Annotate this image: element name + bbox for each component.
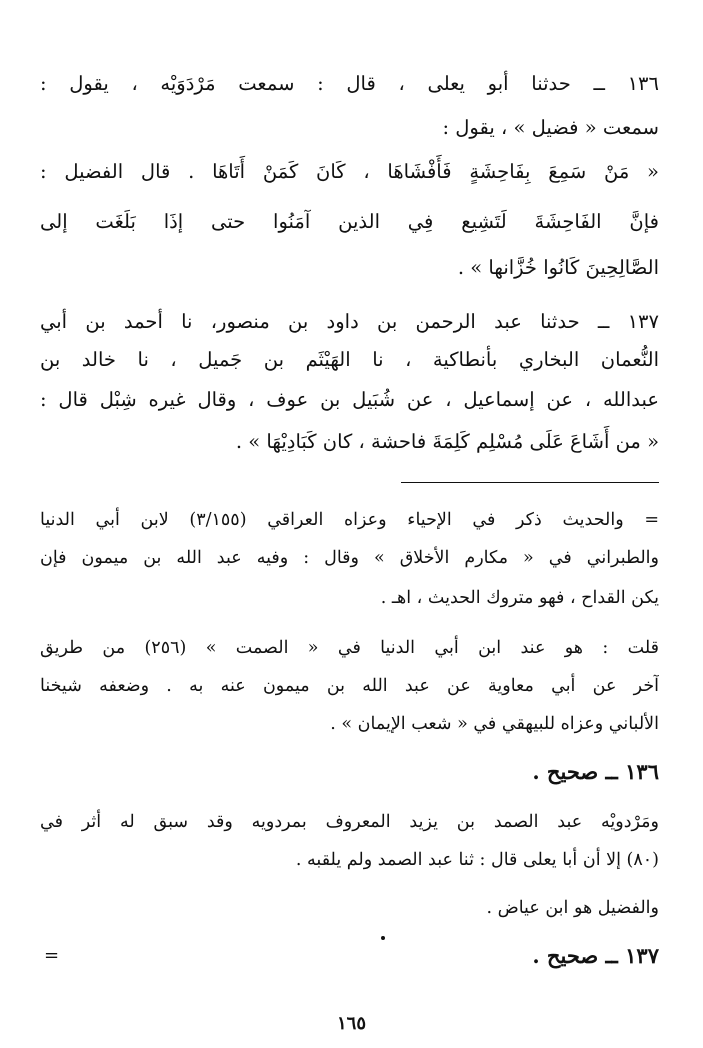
hadith-136-line-4: فإنَّ الفَاحِشَةَ لَتَشِيع فِي الذين آمَنُوا حتى إذَا بَلَغَت إلى: [40, 210, 659, 233]
grade-137-heading: ١٣٧ ــ صحيح .: [532, 943, 659, 968]
continues-mark: =: [44, 945, 60, 966]
hadith-137-line-3: عبدالله ، عن إسماعيل ، عن شُبَيل بن عوف ، وقال غيره شِبْل قال :: [40, 388, 659, 411]
hadith-136-line-2: سمعت « فضيل » ، يقول :: [442, 116, 659, 139]
page-number: ١٦٥: [336, 1013, 366, 1034]
footnote-continuation-line-2: والطبراني في « مكارم الأخلاق » وقال : وفيه عبد الله بن ميمون فإن: [40, 548, 659, 568]
hadith-137-line-2: النُّعمان البخاري بأنطاكية ، نا الهَيْثَم بن جَميل ، نا خالد بن: [40, 348, 659, 371]
hadith-136-line-1: ١٣٦ ــ حدثنا أبو يعلى ، قال : سمعت مَرْدَوَيْه ، يقول :: [40, 72, 659, 95]
footnote-continuation-line-3: يكن القداح ، فهو متروك الحديث ، اهـ .: [380, 588, 659, 608]
hadith-137-line-4: « من أَشَاعَ عَلَى مُسْلِم كَلِمَةَ فاحشة ، كان كَبَادِيْهَا » .: [235, 430, 659, 453]
footnote-fudayl-line: والفضيل هو ابن عياض .: [486, 898, 659, 918]
footnote-qult-line-3: الألباني وعزاه للبيهقي في « شعب الإيمان » .: [330, 714, 659, 734]
footnote-mardawayh-line-1: ومَرْدويْه عبد الصمد بن يزيد المعروف بمردويه وقد سبق له أثر في: [40, 812, 659, 832]
footnote-divider: [401, 482, 659, 483]
footnote-qult-line-2: آخر عن أبي معاوية عن عبد الله بن ميمون عنه به . وضعفه شيخنا: [40, 676, 659, 696]
footnote-mardawayh-line-2: (٨٠) إلا أن أبا يعلى قال : ثنا عبد الصمد ولم يلقبه .: [295, 850, 659, 870]
grade-136-heading: ١٣٦ ــ صحيح .: [532, 759, 659, 784]
footnote-qult-line-1: قلت : هو عند ابن أبي الدنيا في « الصمت » (٢٥٦) من طريق: [40, 638, 659, 658]
hadith-136-line-5: الصَّالِحِينَ كَانُوا خُزَّانها » .: [457, 256, 659, 279]
footnote-continuation-line-1: = والحديث ذكر في الإحياء وعزاه العراقي (٣/١٥٥) لابن أبي الدنيا: [40, 510, 659, 530]
hadith-137-line-1: ١٣٧ ــ حدثنا عبد الرحمن بن داود بن منصور، نا أحمد بن أبي: [40, 310, 659, 333]
hadith-136-line-3: « مَنْ سَمِعَ بِفَاحِشَةٍ فَأَفْشَاهَا ، كَانَ كَمَنْ أَتَاهَا . قال الفضيل :: [40, 160, 659, 183]
